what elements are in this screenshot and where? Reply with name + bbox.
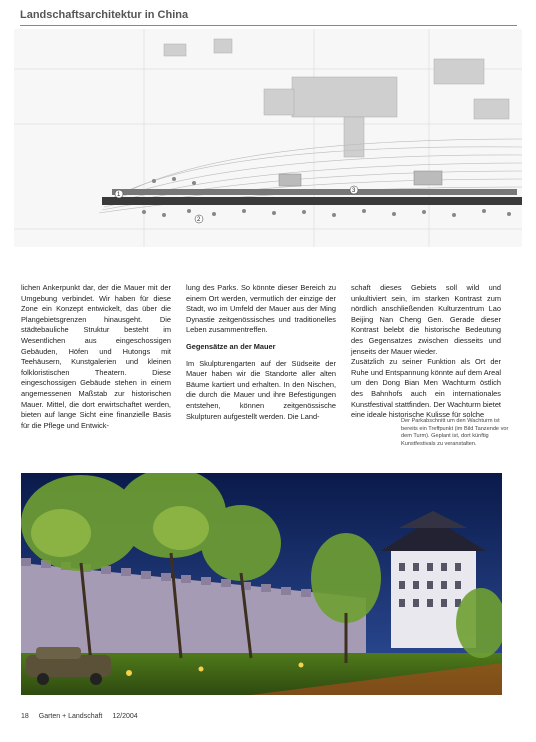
- plan-marker-1: 1: [117, 192, 121, 198]
- plan-marker-3: 3: [352, 188, 356, 194]
- col2-paragraph-1: lung des Parks. So könnte dieser Bereich zu einem Ort werden, vermutlich der einzige der Stadt, wo im Umfeld der Mauer aus der Ming Dynastie zeitgenössisches und traditionelles Leben zusammentreffen.: [186, 283, 336, 335]
- running-header: Landschaftsarchitektur in China: [20, 9, 189, 21]
- page-footer: [21, 713, 146, 720]
- page-number: 18: [21, 713, 29, 720]
- col2-paragraph-2: Im Skulpturengarten auf der Südseite der Mauer haben wir die Standorte aller alten Bäume kartiert und erhalten. In den Nischen, die durch die Mauer und ihre Befestigungen entstehen, können zeitgenössische Skulpturen aufgestellt werden. Die Land-: [186, 358, 336, 421]
- section-heading: Gegensätze an der Mauer: [186, 341, 276, 351]
- issue-number: 12/2004: [112, 713, 138, 720]
- header-divider: [20, 25, 517, 26]
- text-column-2: [186, 283, 336, 422]
- plan-marker-2: 2: [197, 217, 201, 223]
- col3-paragraph-1: schaft dieses Gebiets soll wild und unkultiviert sein, im starken Kontrast zum nördlich anschließenden Kulturzentrum Lao Beijing Nan Cheng Gen. Gerade dieser Kontrast belebt die historische Bedeutung des Gegensatzes zwischen diesseits und jenseits der Mauer wieder.: [351, 283, 501, 356]
- watchtower-photo: [21, 473, 502, 695]
- col3-paragraph-2: Zusätzlich zu seiner Funktion als Ort der Ruhe und Entspannung könnte auf dem Areal um den Dong Bian Men Wachturm östlich des Bahnhofs auch ein internationales Kunstfestival stattfinden. Der Wachturm bietet eine ideale historische Kulisse für solche: [351, 357, 501, 420]
- watchtower-illustration: [21, 473, 502, 695]
- text-column-1: [21, 283, 171, 431]
- site-plan-drawing: [14, 29, 522, 247]
- magazine-name: Garten + Landschaft: [38, 713, 103, 720]
- text-column-3: [351, 283, 501, 421]
- photo-caption: Der Parkabschnitt um den Wachturm ist bereits ein Treffpunkt (im Bild Tanzende vor dem Turm). Geplant ist, dort künftig Kunstfestivals zu veranstalten.: [401, 418, 509, 447]
- col1-paragraph: lichen Ankerpunkt dar, der die Mauer mit der Umgebung verbindet. Wir haben für diese Zone ein Konzept entwickelt, das über die Plangebietsgrenzen hinausgeht. Die städtebauliche Struktur besteht im Wesentlichen aus eingeschossigen Gebäuden, Höfen und Hutongs mit Teehäusern, Kunstgalerien und kleinen folkloristischen Theatern. Diese eingeschossigen Gebäude stehen in einem angemessenen Maßstab zur historischen Mauer. Mittel, die dort erwirtschaftet werden, bieten auf lange Sicht eine finanzielle Basis für die Pflege und Entwick-: [21, 283, 171, 430]
- site-plan: [14, 29, 522, 247]
